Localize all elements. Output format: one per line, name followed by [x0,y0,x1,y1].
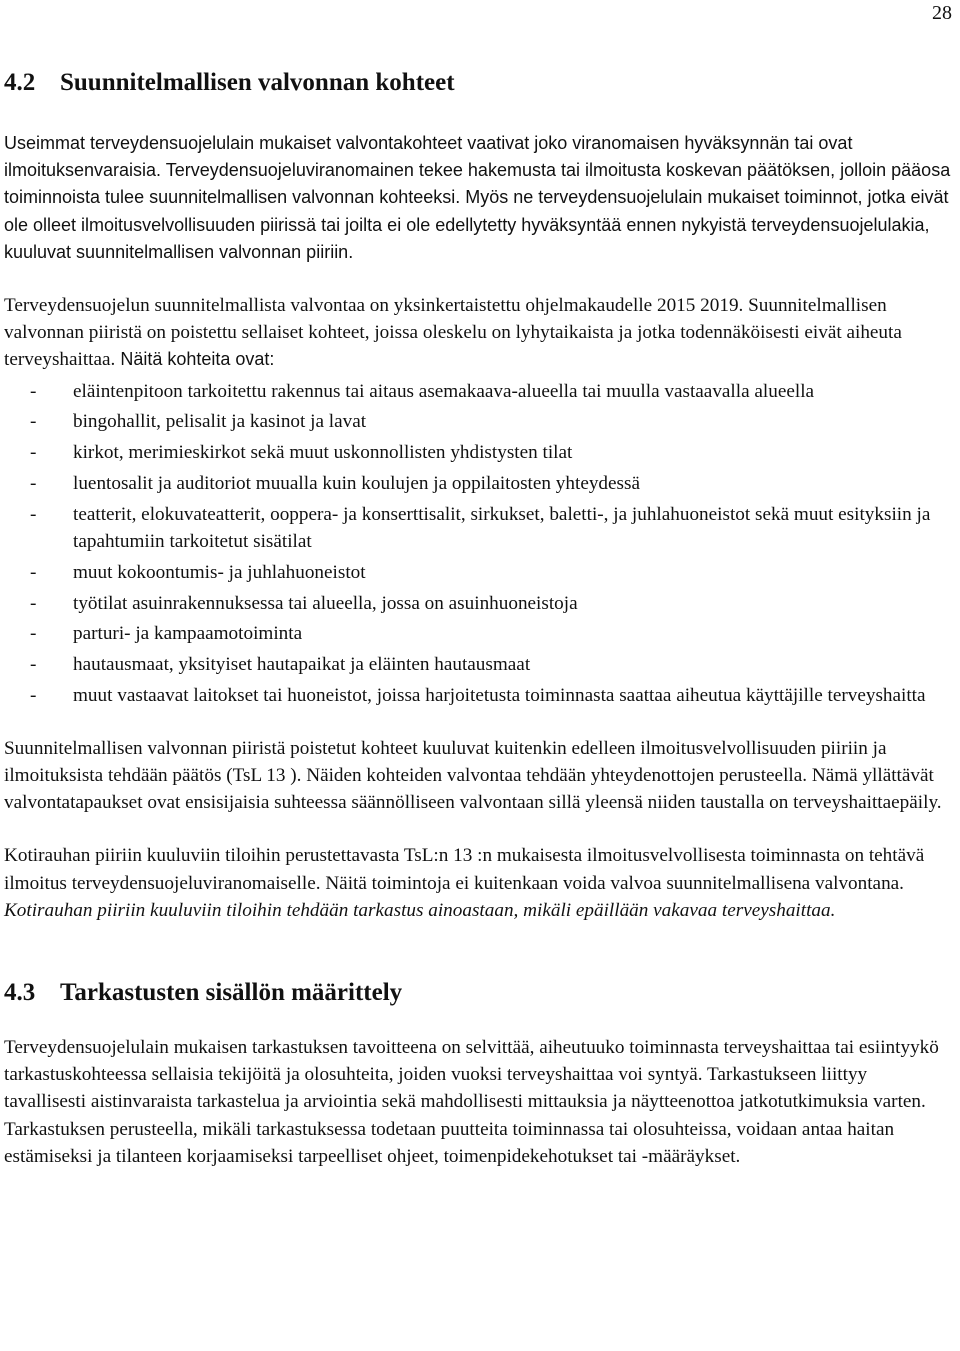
list-item-text: luentosalit ja auditoriot muualla kuin koulujen ja oppilaitosten yhteydessä [73,473,640,495]
dash-bullet: - [30,561,37,583]
document-body [4,66,952,1170]
section-number: 4.3 [4,979,36,1007]
page-number: 28 [932,2,952,24]
list-item [4,590,952,617]
paragraph-text: Useimmat terveydensuojelulain mukaiset valvontakohteet vaativat joko viranomaisen hyväksynnän tai ovat ilmoituksenvaraisia. Terveydensuojeluviranomainen tekee hakemusta tai ilmoitusta koskevan päätöksen, jolloin pääosa toiminnoista tulee suunnitelmallisen valvonnan kohteeksi. Myös ne terveydensuojelulain mukaiset toiminnot, jotka eivät ole olleet ilmoitusvelvollisuuden piirissä tai joilta ei ole edellytetty hyväksyntää ennen nykyistä terveydensuojelulakia, kuuluvat suunnitelmallisen valvonnan piiriin. [4,133,951,262]
dash-bullet: - [30,442,37,464]
list-item [4,682,952,709]
list-item [4,501,952,555]
dash-bullet: - [30,592,37,614]
excluded-targets-list [4,378,952,710]
list-item [4,620,952,647]
section-heading-4-2 [4,66,952,100]
paragraph-text: Suunnitelmallisen valvonnan piiristä poistetut kohteet kuuluvat kuitenkin edelleen ilmoitusvelvollisuuden piiriin ja ilmoituksista tehdään päätös (TsL 13 ). Näiden kohteiden valvontaa tehdään yhteydenottojen perusteella. Nämä yllättävät valvontatapaukset ovat ensisijaisia suhteessa säännölliseen valvontaan sillä yleensä niiden taustalla on terveyshaittaepäily. [4,737,942,814]
list-item [4,408,952,435]
list-item-text: hautausmaat, yksityiset hautapaikat ja eläinten hautausmaat [73,654,531,676]
paragraph [4,735,952,817]
list-item [4,439,952,466]
dash-bullet: - [30,380,37,402]
list-item-text: teatterit, elokuvateatterit, ooppera- ja konserttisalit, sirkukset, baletti-, ja juhlahuoneistot sekä muut esityksiin ja tapahtumiin tarkoitetut sisätilat [73,503,931,553]
paragraph [4,130,952,266]
list-item-text: bingohallit, pelisalit ja kasinot ja lavat [73,411,367,433]
dash-bullet: - [30,411,37,433]
dash-bullet: - [30,654,37,676]
list-item-text: työtilat asuinrakennuksessa tai alueella, jossa on asuinhuoneistoja [73,592,578,614]
list-item-text: parturi- ja kampaamotoiminta [73,623,303,645]
paragraph-text-italic: Kotirauhan piiriin kuuluviin tiloihin tehdään tarkastus ainoastaan, mikäli epäillään vakavaa terveyshaittaa. [4,899,836,921]
paragraph-text: Terveydensuojelun suunnitelmallista valvontaa on yksinkertaistettu ohjelmakaudelle 2015 2019. Suunnitelmallisen valvonnan piiristä on poistettu sellaiset kohteet, joissa oleskelu on lyhytaikaista ja jotka todennäköisesti eivät aiheuta terveyshaittaa. [4,295,902,371]
dash-bullet: - [30,685,37,706]
section-title: Tarkastusten sisällön määrittely [60,979,403,1007]
dash-bullet: - [30,503,37,525]
section-heading-4-3 [4,976,952,1010]
list-item-text: eläintenpitoon tarkoitettu rakennus tai aitaus asemakaava-alueella tai muulla vastaavalla alueella [73,380,815,402]
dash-bullet: - [30,623,37,645]
paragraph [4,292,952,374]
section-title: Suunnitelmallisen valvonnan kohteet [60,69,455,96]
dash-bullet: - [30,473,37,495]
list-item [4,470,952,497]
paragraph [4,1034,952,1170]
list-item [4,559,952,586]
section-number: 4.2 [4,69,36,96]
paragraph-text: Terveydensuojelulain mukaisen tarkastuksen tavoitteena on selvittää, aiheutuuko toiminnasta terveyshaittaa tai esiintyykö tarkastuskohteessa sellaisia tekijöitä ja olosuhteita, joiden vuoksi terveyshaittaa voi syntyä. Tarkastukseen liittyy tavallisesti aistinvaraista tarkastelua ja arviointia sekä mahdollisesti mittauksia ja näytteenottoa jatkotutkimuksia varten. Tarkastuksen perusteella, mikäli tarkastuksessa todetaan puutteita toiminnassa tai olosuhteissa, voidaan antaa haitan estämiseksi ja tilanteen korjaamiseksi tarpeelliset ohjeet, toimenpidekehotukset tai -määräykset. [4,1037,939,1167]
list-item [4,378,952,405]
list-item-text: kirkot, merimieskirkot sekä muut uskonnollisten yhdistysten tilat [73,442,573,464]
list-item [4,651,952,678]
list-item-text: muut kokoontumis- ja juhlahuoneistot [73,561,366,583]
list-item-text: muut vastaavat laitokset tai huoneistot, joissa harjoitetusta toiminnasta saattaa aiheutua käyttäjille terveyshaitta [73,685,926,706]
paragraph [4,842,952,924]
paragraph-text: Kotirauhan piiriin kuuluviin tiloihin perustettavasta TsL:n 13 :n mukaisesta ilmoitusvelvollisesta toiminnasta on tehtävä ilmoitus terveydensuojeluviranomaiselle. Näitä toimintoja ei kuitenkaan voida valvoa suunnitelmallisena valvontana. [4,845,925,894]
paragraph-text: Näitä kohteita ovat: [115,349,275,370]
